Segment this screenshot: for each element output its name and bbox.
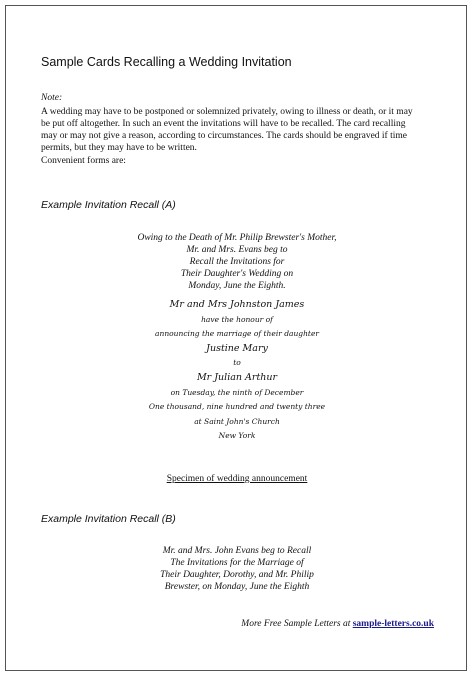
announcement-line: New York bbox=[218, 431, 256, 441]
example-b-heading: Example Invitation Recall (B) bbox=[41, 513, 176, 525]
announcement-line: Mr and Mrs Johnston James bbox=[169, 299, 305, 310]
note-line: may or may not give a reason, according to circumstances. The cards should be engraved if time bbox=[41, 131, 407, 141]
note-line: permits, but they may have to be written. bbox=[41, 143, 197, 153]
note-paragraph bbox=[41, 106, 426, 154]
footer-lead-text: More Free Sample Letters at bbox=[241, 619, 351, 629]
wedding-announcement-specimen bbox=[0, 298, 474, 444]
announcement-line: on Tuesday, the ninth of December bbox=[170, 387, 304, 397]
note-line: be put off altogether. In such an event the invitations will have to be recalled. The card recalling bbox=[41, 119, 406, 129]
recall-line: Monday, June the Eighth. bbox=[188, 281, 286, 291]
example-b-recall-text bbox=[0, 545, 474, 593]
example-a-recall-text bbox=[0, 232, 474, 292]
recall-line: Mr. and Mrs. John Evans beg to Recall bbox=[162, 546, 312, 556]
announcement-line: announcing the marriage of their daughter bbox=[155, 329, 319, 339]
recall-line: Mr. and Mrs. Evans beg to bbox=[186, 245, 288, 255]
footer bbox=[241, 619, 434, 629]
recall-line: Owing to the Death of Mr. Philip Brewster's Mother, bbox=[137, 233, 337, 243]
announcement-line: Mr Julian Arthur bbox=[196, 371, 278, 383]
specimen-caption-text: Specimen of wedding announcement bbox=[166, 474, 308, 484]
note-line: A wedding may have to be postponed or solemnized privately, owing to illness or death, or it may bbox=[41, 107, 413, 117]
announcement-line: One thousand, nine hundred and twenty three bbox=[148, 402, 326, 412]
recall-line: Recall the Invitations for bbox=[189, 257, 285, 267]
recall-line: Their Daughter, Dorothy, and Mr. Philip bbox=[160, 570, 314, 580]
recall-line: Their Daughter's Wedding on bbox=[180, 269, 294, 279]
announcement-line: to bbox=[233, 358, 241, 368]
announcement-line: have the honour of bbox=[201, 314, 273, 324]
recall-line: The Invitations for the Marriage of bbox=[170, 558, 304, 568]
example-a-heading: Example Invitation Recall (A) bbox=[41, 199, 176, 211]
announcement-line: Justine Mary bbox=[206, 342, 268, 354]
sample-letters-link[interactable]: sample-letters.co.uk bbox=[352, 619, 434, 629]
convenient-forms-text: Convenient forms are: bbox=[41, 156, 126, 166]
page-title: Sample Cards Recalling a Wedding Invitation bbox=[41, 55, 292, 69]
note-label: Note: bbox=[41, 93, 63, 103]
recall-line: Brewster, on Monday, June the Eighth bbox=[164, 582, 310, 592]
specimen-caption bbox=[0, 474, 474, 484]
announcement-line: at Saint John's Church bbox=[194, 416, 280, 426]
